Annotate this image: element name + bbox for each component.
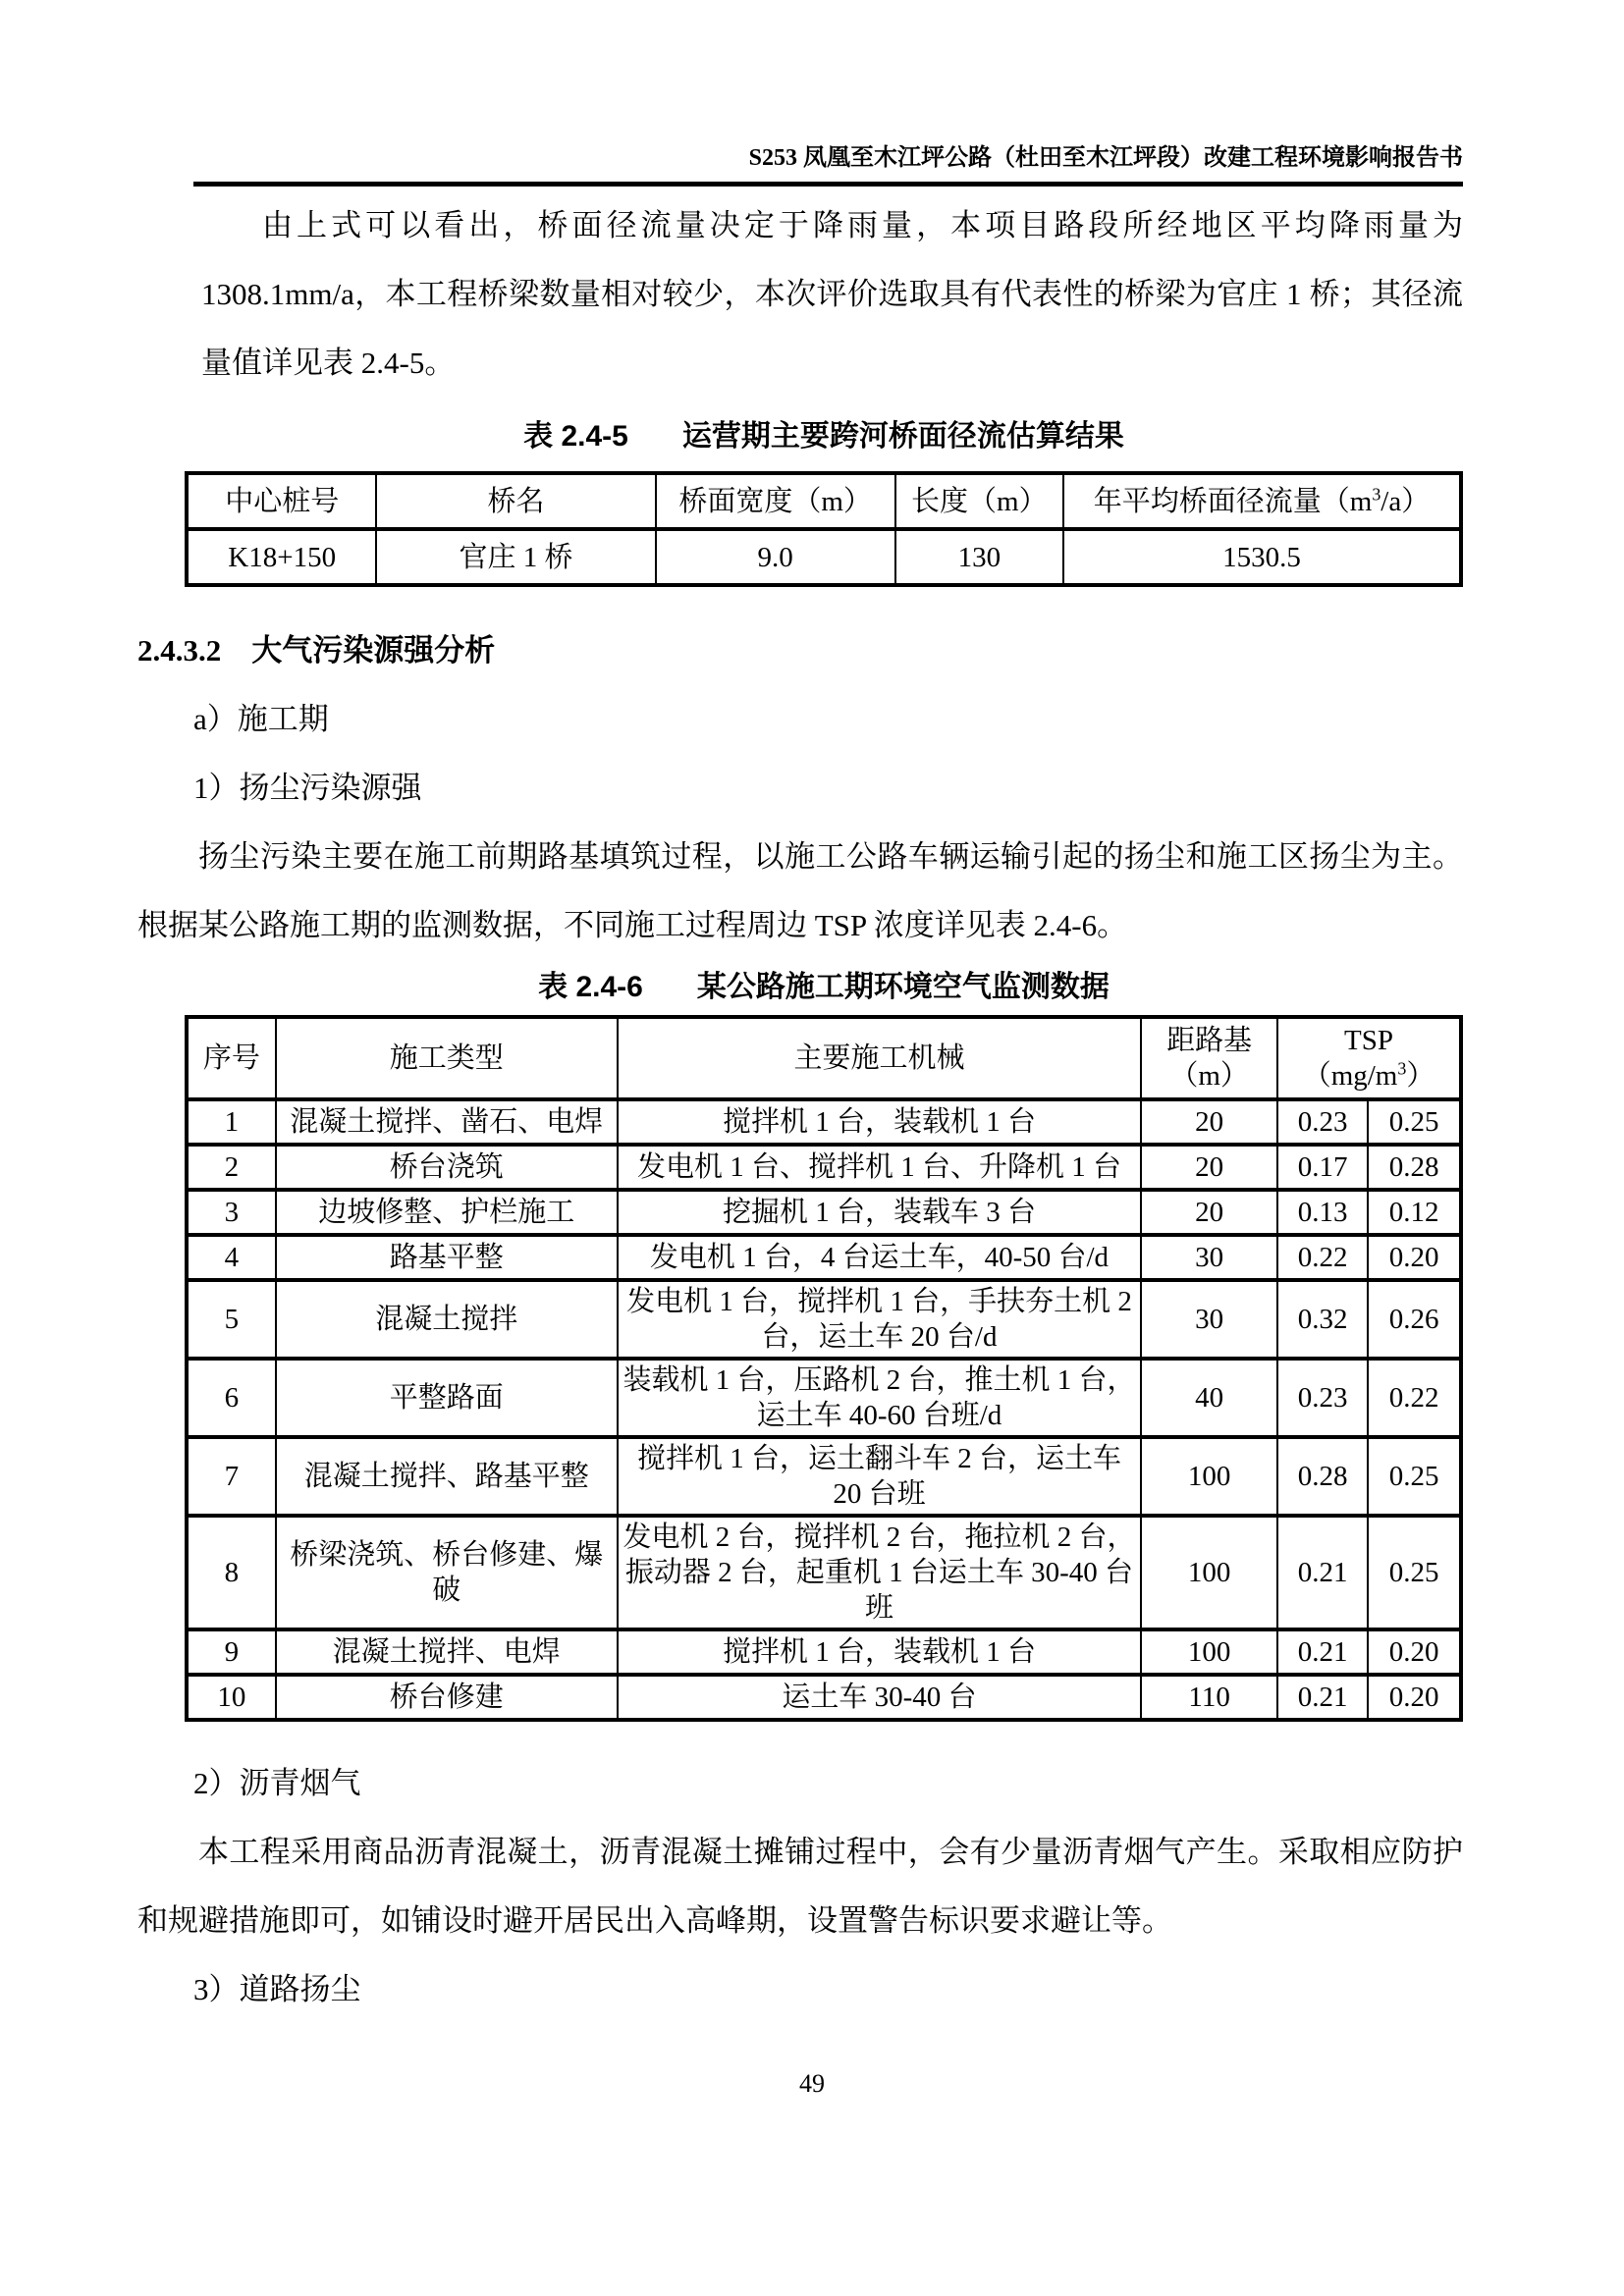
runoff-header-sup: 3 [1372, 483, 1381, 504]
tsp-header-line1: TSP [1344, 1025, 1394, 1056]
cell-machinery: 搅拌机 1 台，运土翻斗车 2 台，运土车 20 台班 [618, 1437, 1141, 1516]
table-245-title [185, 409, 1463, 464]
section-heading-2432: 2.4.3.2 大气污染源强分析 [137, 633, 496, 667]
table-245-header-stake: 中心桩号 [187, 473, 376, 529]
table-245-header-width: 桥面宽度（m） [656, 473, 895, 529]
header-rule [193, 182, 1463, 187]
paragraph-asphalt-fume: 本工程采用商品沥青混凝土，沥青混凝土摊铺过程中，会有少量沥青烟气产生。采取相应防护和规避措施即可，如铺设时避开居民出入高峰期，设置警告标识要求避让等。 [137, 1835, 1463, 1938]
cell-bridge: 官庄 1 桥 [376, 529, 655, 585]
table-row [187, 1099, 1461, 1145]
cell-no: 4 [187, 1235, 276, 1280]
cell-type: 混凝土搅拌、电焊 [276, 1629, 618, 1675]
cell-runoff: 1530.5 [1063, 529, 1461, 585]
subheading-construction-period: a）施工期 [193, 702, 329, 736]
cell-tsp2: 0.25 [1368, 1099, 1461, 1145]
cell-tsp1: 0.21 [1277, 1516, 1368, 1629]
table-row [187, 1235, 1461, 1280]
cell-distance: 30 [1141, 1280, 1277, 1359]
table-246-header-distance [1141, 1017, 1277, 1099]
tsp-header-line2 [1282, 1058, 1455, 1094]
tsp-unit-post: ） [1406, 1060, 1435, 1092]
cell-distance: 40 [1141, 1359, 1277, 1437]
cell-tsp2: 0.12 [1368, 1190, 1461, 1235]
cell-machinery: 发电机 1 台，搅拌机 1 台，手扶夯土机 2 台，运土车 20 台/d [618, 1280, 1141, 1359]
tsp-unit-pre: （mg/m [1302, 1060, 1398, 1092]
cell-tsp1: 0.17 [1277, 1145, 1368, 1190]
table-246-header-tsp [1277, 1017, 1461, 1099]
page-number: 49 [799, 2069, 825, 2098]
cell-no: 5 [187, 1280, 276, 1359]
cell-tsp2: 0.22 [1368, 1359, 1461, 1437]
cell-tsp2: 0.28 [1368, 1145, 1461, 1190]
cell-type: 混凝土搅拌、路基平整 [276, 1437, 618, 1516]
cell-machinery: 运土车 30-40 台 [618, 1675, 1141, 1720]
table-245-label: 表 2.4-5 [523, 420, 628, 453]
cell-tsp2: 0.25 [1368, 1437, 1461, 1516]
cell-tsp2: 0.20 [1368, 1675, 1461, 1720]
cell-tsp1: 0.21 [1277, 1629, 1368, 1675]
cell-tsp2: 0.20 [1368, 1629, 1461, 1675]
cell-type: 混凝土搅拌、凿石、电焊 [276, 1099, 618, 1145]
cell-no: 3 [187, 1190, 276, 1235]
cell-type: 混凝土搅拌 [276, 1280, 618, 1359]
subheading-asphalt-fume: 2）沥青烟气 [193, 1766, 361, 1800]
cell-machinery: 搅拌机 1 台，装载机 1 台 [618, 1099, 1141, 1145]
table-246-caption: 某公路施工期环境空气监测数据 [696, 971, 1110, 1003]
table-246-header-no: 序号 [187, 1017, 276, 1099]
cell-no: 10 [187, 1675, 276, 1720]
cell-type: 桥台修建 [276, 1675, 618, 1720]
running-header-title: S253 凤凰至木江坪公路（杜田至木江坪段）改建工程环境影响报告书 [748, 145, 1463, 171]
cell-distance: 110 [1141, 1675, 1277, 1720]
cell-no: 2 [187, 1145, 276, 1190]
table-246-header-row [187, 1017, 1461, 1099]
cell-tsp1: 0.23 [1277, 1099, 1368, 1145]
runoff-header-text: 年平均桥面径流量（m [1093, 485, 1373, 517]
cell-stake: K18+150 [187, 529, 376, 585]
cell-no: 7 [187, 1437, 276, 1516]
table-row [187, 1437, 1461, 1516]
cell-machinery: 发电机 1 台，4 台运土车，40-50 台/d [618, 1235, 1141, 1280]
cell-tsp2: 0.25 [1368, 1516, 1461, 1629]
cell-tsp1: 0.13 [1277, 1190, 1368, 1235]
cell-distance: 20 [1141, 1145, 1277, 1190]
cell-tsp2: 0.20 [1368, 1235, 1461, 1280]
cell-type: 桥台浇筑 [276, 1145, 618, 1190]
table-246-header-type: 施工类型 [276, 1017, 618, 1099]
table-row [187, 1145, 1461, 1190]
cell-tsp1: 0.21 [1277, 1675, 1368, 1720]
table-row [187, 1359, 1461, 1437]
cell-tsp1: 0.32 [1277, 1280, 1368, 1359]
table-row [187, 1675, 1461, 1720]
table-row [187, 1516, 1461, 1629]
cell-machinery: 装载机 1 台，压路机 2 台，推土机 1 台，运土车 40-60 台班/d [618, 1359, 1141, 1437]
table-246-label: 表 2.4-6 [538, 971, 643, 1003]
paragraph-bridge-runoff: 由上式可以看出，桥面径流量决定于降雨量，本项目路段所经地区平均降雨量为 1308.1mm/a，本工程桥梁数量相对较少，本次评价选取具有代表性的桥梁为官庄 1 桥；其径流量值详见表 2.4-5。 [201, 208, 1463, 380]
table-245-header-name: 桥名 [376, 473, 655, 529]
table-245 [185, 471, 1463, 587]
cell-type: 路基平整 [276, 1235, 618, 1280]
cell-tsp2: 0.26 [1368, 1280, 1461, 1359]
table-246-title [185, 960, 1463, 1015]
cell-tsp1: 0.23 [1277, 1359, 1368, 1437]
cell-machinery: 挖掘机 1 台，装载车 3 台 [618, 1190, 1141, 1235]
subheading-dust-source: 1）扬尘污染源强 [193, 771, 422, 805]
table-row [187, 1280, 1461, 1359]
distance-header-line2: （m） [1169, 1060, 1249, 1092]
cell-distance: 100 [1141, 1516, 1277, 1629]
cell-distance: 100 [1141, 1437, 1277, 1516]
table-245-header-length: 长度（m） [895, 473, 1063, 529]
cell-length: 130 [895, 529, 1063, 585]
table-245-header-row [187, 473, 1461, 529]
cell-distance: 100 [1141, 1629, 1277, 1675]
cell-type: 平整路面 [276, 1359, 618, 1437]
cell-tsp1: 0.22 [1277, 1235, 1368, 1280]
cell-type: 桥梁浇筑、桥台修建、爆破 [276, 1516, 618, 1629]
cell-distance: 20 [1141, 1099, 1277, 1145]
tsp-unit-sup: 3 [1397, 1058, 1407, 1079]
cell-width: 9.0 [656, 529, 895, 585]
table-row [187, 529, 1461, 585]
distance-header-line1: 距路基 [1166, 1025, 1253, 1056]
cell-type: 边坡修整、护栏施工 [276, 1190, 618, 1235]
cell-distance: 20 [1141, 1190, 1277, 1235]
cell-no: 1 [187, 1099, 276, 1145]
cell-machinery: 发电机 2 台，搅拌机 2 台，拖拉机 2 台，振动器 2 台，起重机 1 台运土车 30-40 台班 [618, 1516, 1141, 1629]
cell-no: 6 [187, 1359, 276, 1437]
table-246 [185, 1015, 1463, 1722]
cell-no: 9 [187, 1629, 276, 1675]
cell-distance: 30 [1141, 1235, 1277, 1280]
page-content [137, 0, 1463, 2024]
table-245-header-runoff [1063, 473, 1461, 529]
paragraph-dust-pollution: 扬尘污染主要在施工前期路基填筑过程，以施工公路车辆运输引起的扬尘和施工区扬尘为主。根据某公路施工期的监测数据，不同施工过程周边 TSP 浓度详见表 2.4-6。 [137, 839, 1463, 942]
table-246-header-machinery: 主要施工机械 [618, 1017, 1141, 1099]
table-245-caption: 运营期主要跨河桥面径流估算结果 [681, 420, 1124, 453]
table-row [187, 1190, 1461, 1235]
cell-tsp1: 0.28 [1277, 1437, 1368, 1516]
runoff-header-unit: /a） [1380, 485, 1431, 517]
subheading-road-dust: 3）道路扬尘 [193, 1972, 361, 2006]
cell-machinery: 搅拌机 1 台，装载机 1 台 [618, 1629, 1141, 1675]
cell-no: 8 [187, 1516, 276, 1629]
cell-machinery: 发电机 1 台、搅拌机 1 台、升降机 1 台 [618, 1145, 1141, 1190]
table-row [187, 1629, 1461, 1675]
